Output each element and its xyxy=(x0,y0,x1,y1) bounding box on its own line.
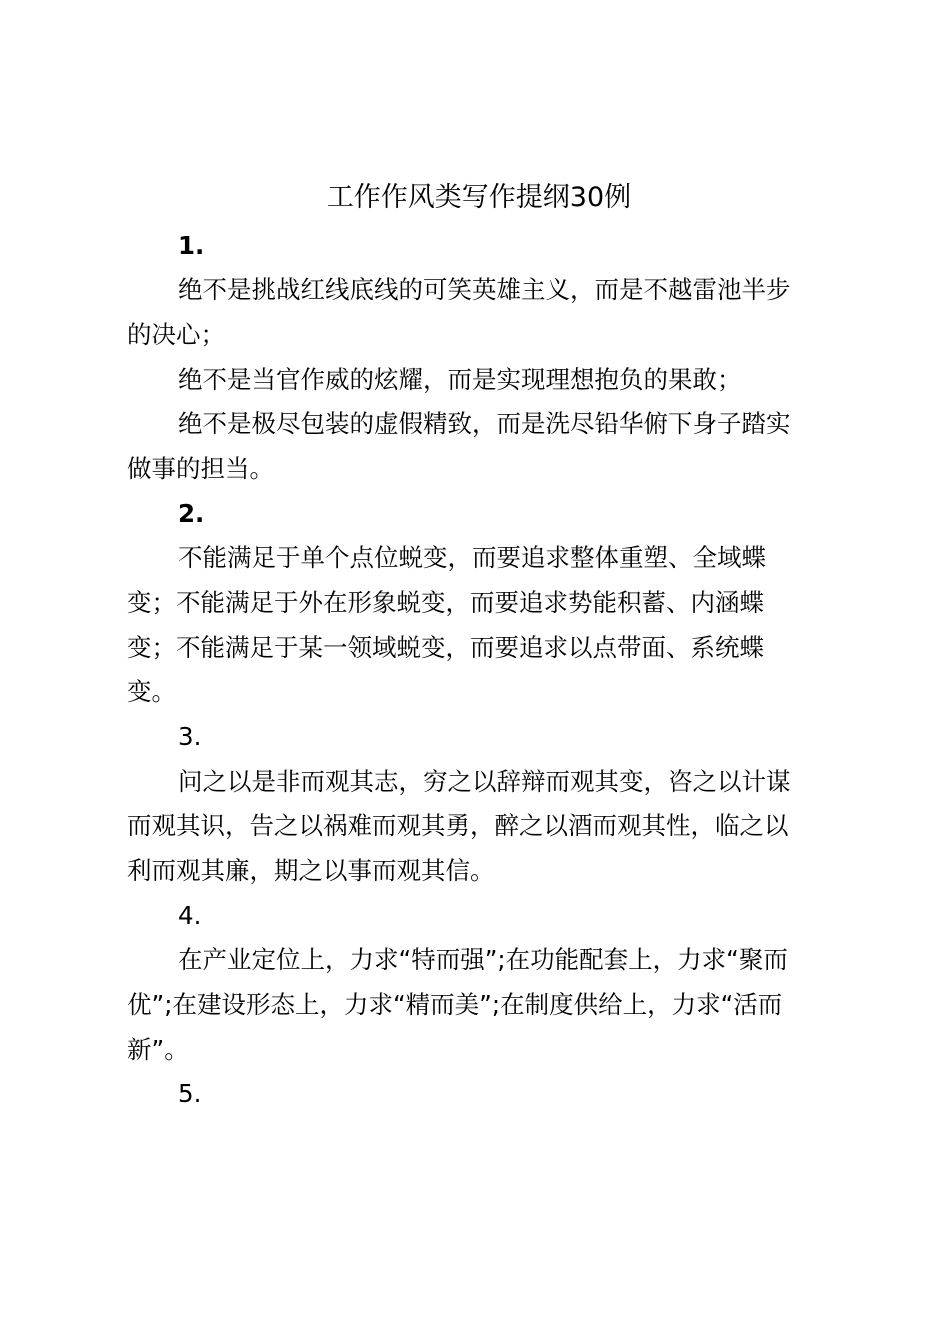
paragraph-line: 而观其识，告之以祸难而观其勇，醉之以酒而观其性，临之以 xyxy=(127,811,789,840)
paragraph-line: 优”;在建设形态上，力求“精而美”;在制度供给上，力求“活而 xyxy=(127,990,783,1019)
section-number: 2. xyxy=(178,499,205,528)
paragraph-line: 绝不是当官作威的炫耀，而是实现理想抱负的果敢； xyxy=(178,365,742,394)
paragraph-line: 变。 xyxy=(127,677,176,706)
section-number: 1. xyxy=(178,231,205,260)
paragraph-line: 问之以是非而观其志，穷之以辞辩而观其变，咨之以计谋 xyxy=(178,767,791,796)
section-number: 4. xyxy=(178,901,202,930)
paragraph-line: 的决心； xyxy=(127,320,225,349)
paragraph-line: 变；不能满足于外在形象蜕变，而要追求势能积蓄、内涵蝶 xyxy=(127,588,764,617)
paragraph-line: 变；不能满足于某一领域蜕变，而要追求以点带面、系统蝶 xyxy=(127,633,764,662)
paragraph-line: 绝不是挑战红线底线的可笑英雄主义，而是不越雷池半步 xyxy=(178,275,791,304)
paragraph-line: 利而观其廉，期之以事而观其信。 xyxy=(127,856,495,885)
paragraph-line: 做事的担当。 xyxy=(127,454,274,483)
paragraph-line: 不能满足于单个点位蜕变，而要追求整体重塑、全域蝶 xyxy=(178,543,766,572)
section-number: 3. xyxy=(178,722,202,751)
paragraph-line: 新”。 xyxy=(127,1035,189,1064)
paragraph-line: 在产业定位上，力求“特而强”;在功能配套上，力求“聚而 xyxy=(178,945,788,974)
section-number: 5. xyxy=(178,1079,202,1108)
document-title: 工作作风类写作提纲30例 xyxy=(326,182,632,213)
paragraph-line: 绝不是极尽包装的虚假精致，而是洗尽铅华俯下身子踏实 xyxy=(178,409,791,438)
